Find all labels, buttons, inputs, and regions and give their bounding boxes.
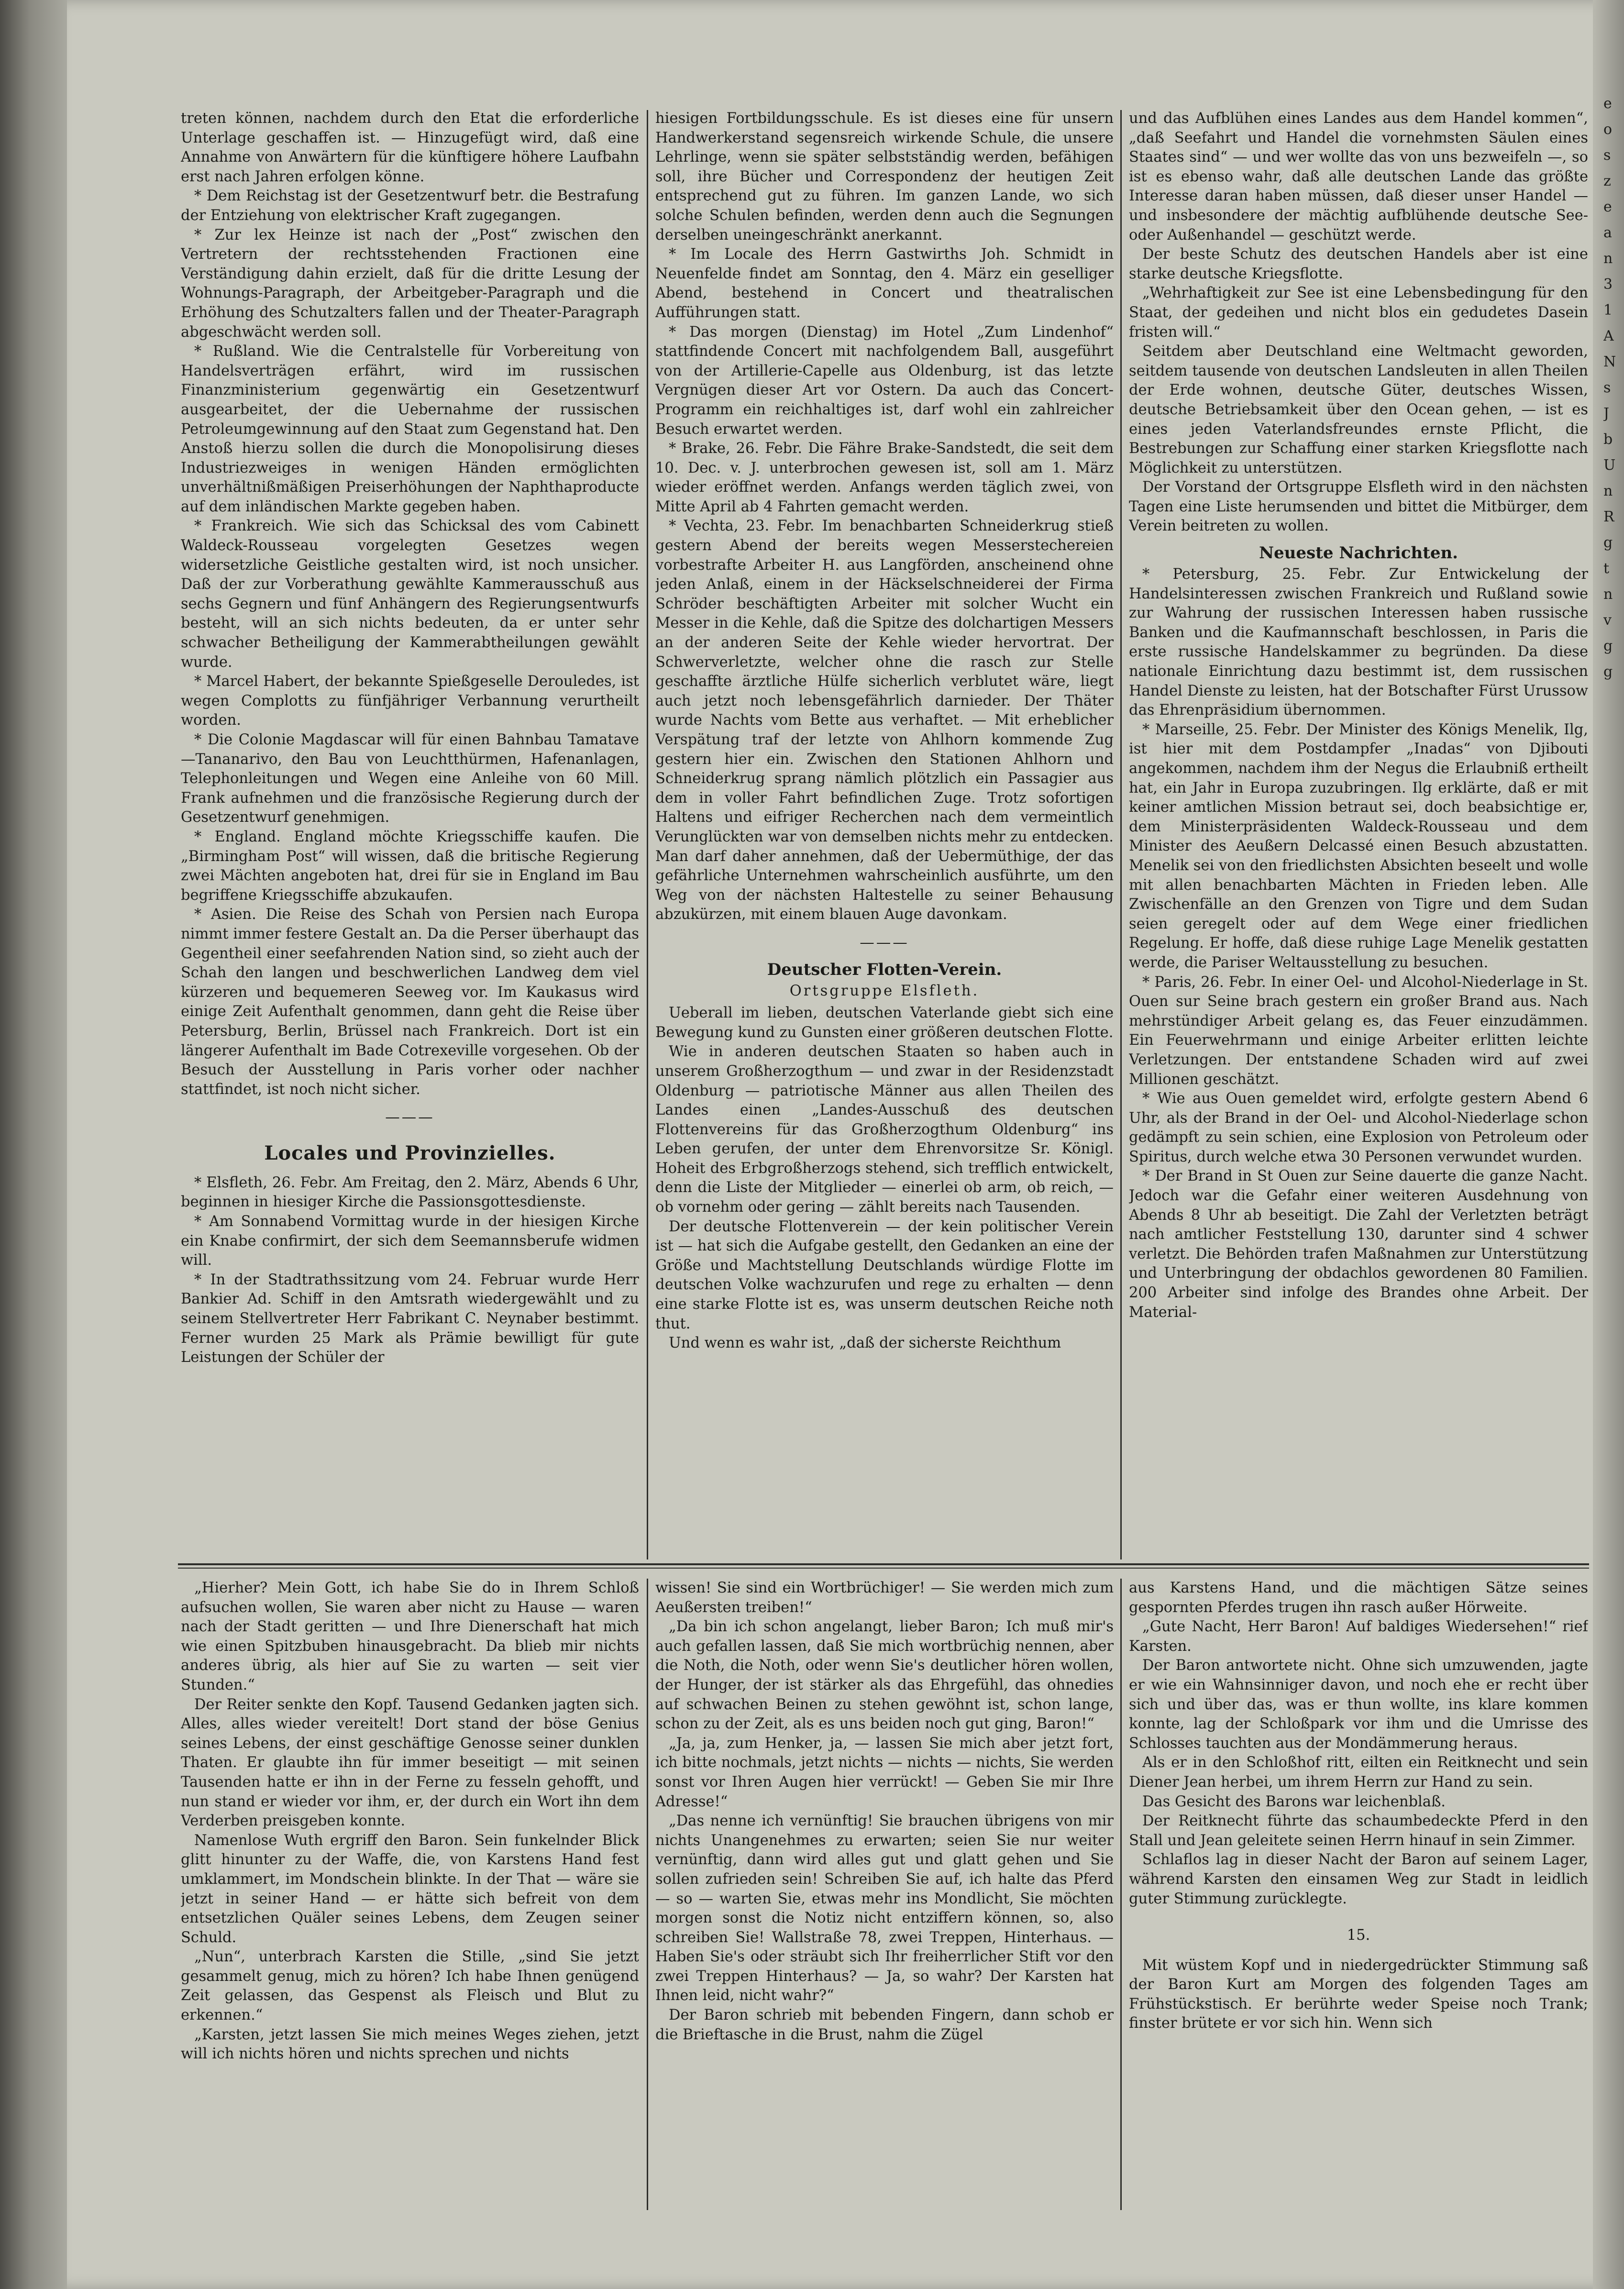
section-heading-flottenverein: Deutscher Flotten-Verein. xyxy=(767,960,1002,979)
edge-char: R xyxy=(1603,509,1614,525)
article-paragraph: und das Aufblühen eines Landes aus dem Handel kommen“, „daß Seefahrt und Handel die vornehmsten Säulen eines Staates sind“ — und wer wollte das von uns bezweifeln —, so ist es ebenso wahr, daß alle deutschen Lande das größte Interesse daran haben müssen, daß dieser unser Handel — und insbesondere der mächtig aufblühende deutsche See- oder Außenhandel — geschützt werde. xyxy=(1129,110,1588,243)
story-paragraph: „Ja, ja, zum Henker, ja, — lassen Sie mich aber jetzt fort, ich bitte nochmals, jetzt nichts — nichts — nichts, Sie werden sonst vor Ihren Augen hier verrückt! — Geben Sie mir Ihre Adresse!“ xyxy=(655,1735,1114,1810)
article-paragraph: Und wenn es wahr ist, „daß der sicherste Reichthum xyxy=(669,1335,1061,1352)
article-paragraph: * Petersburg, 25. Febr. Zur Entwickelung der Handelsinteressen zwischen Frankreich und Rußland sowie zur Wahrung der russischen Interessen haben russische Banken und die Kaufmannschaft beschlossen, in Paris die erste russische Handelskammer zu begründen. Da diese nationale Einrichtung dazu bestimmt ist, dem russischen Handel Dienste zu leisten, hat der Botschafter Fürst Urussow das Ehrenpräsidium übernommen. xyxy=(1129,566,1588,719)
story-paragraph: Als er in den Schloßhof ritt, eilten ein Reitknecht und sein Diener Jean herbei, um ihrem Herrn zur Hand zu sein. xyxy=(1129,1754,1588,1791)
story-paragraph: „Gute Nacht, Herr Baron! Auf baldiges Wiedersehen!“ rief Karsten. xyxy=(1129,1618,1588,1655)
column-politics xyxy=(181,109,639,1559)
story-paragraph: aus Karstens Hand, und die mächtigen Sätze seines gespornten Pferdes trugen ihn rasch außer Hörweite. xyxy=(1129,1580,1588,1616)
story-paragraph: Namenlose Wuth ergriff den Baron. Sein funkelnder Blick glitt hinunter zu der Waffe, die, von Karstens Hand fest umklammert, im Mondschein blinkte. In der That — wäre sie jetzt in seiner Hand — er hätte sich befreit von dem entsetzlichen Quäler seines Lebens, dem Zeugen seiner Schuld. xyxy=(181,1832,639,1946)
feuilleton-column-1 xyxy=(181,1579,639,2210)
section-subheading: Ortsgruppe Elsfleth. xyxy=(789,982,980,999)
article-paragraph: * Rußland. Wie die Centralstelle für Vorbereitung von Handelsverträgen erfährt, wird im russischen Finanzministerium gegenwärtig ein Gesetzentwurf ausgearbeitet, der die Uebernahme der russischen Petroleumgewinnung auf den Staat zum Gegenstand hat. Den Anstoß hierzu sollen die durch die Monopolisirung dieses Industriezweiges in wenigen Händen ermöglichten unverhältnißmäßigen Preiserhöhungen der Naphthaproducte auf dem inländischen Markte gegeben haben. xyxy=(181,343,639,515)
edge-char: b xyxy=(1603,431,1613,448)
article-paragraph: treten können, nachdem durch den Etat die erforderliche Unterlage geschaffen ist. — Hinzugefügt wird, daß eine Annahme von Anwärtern für die künftigere höhere Laufbahn erst nach Jahren erfolgen könne. xyxy=(181,110,639,185)
story-paragraph: wissen! Sie sind ein Wortbrüchiger! — Sie werden mich zum Aeußersten treiben!“ xyxy=(655,1580,1114,1616)
story-paragraph: „Das nenne ich vernünftig! Sie brauchen übrigens von mir nichts Unangenehmes zu erwarten; seien Sie nur weiter vernünftig, dann wird alles gut und glatt gehen und Sie sollen zufrieden sein! Schreiben Sie auf, ich halte das Pferd — so — warten Sie, etwas mehr ins Mondlicht, Sie möchten morgen sonst die Notiz nicht entziffern können, so, also schreiben Sie! Wallstraße 78, zwei Treppen, Hinterhaus. — Haben Sie's oder sträubt sich Ihr freiherrlicher Stift vor den zwei Treppen Hinterhaus? — Ja, so wahr? Der Karsten hat Ihnen leid, nicht wahr?“ xyxy=(655,1813,1114,2004)
section-heading-locales: Locales und Provinzielles. xyxy=(264,1141,556,1164)
article-paragraph: Seitdem aber Deutschland eine Weltmacht geworden, seitdem tausende von deutschen Landsleuten in allen Theilen der Erde wohnen, deutsche Güter, deutsches Wissen, deutsche Betriebsamkeit über den Ocean gehen, — ist es eines jeden Vaterlandsfreundes ernste Pflicht, die Bestrebungen zur Schaffung einer starken Kriegsflotte nach Möglichkeit zu unterstützen. xyxy=(1129,343,1588,476)
story-paragraph: Mit wüstem Kopf und in niedergedrückter Stimmung saß der Baron Kurt am Morgen des folgenden Tages am Frühstückstisch. Er berührte weder Speise noch Trank; finster brütete er vor sich hin. Wenn sich xyxy=(1129,1957,1588,2032)
story-paragraph: Schlaflos lag in dieser Nacht der Baron auf seinem Lager, während Karsten den einsamen Weg zur Stadt in leidlich guter Stimmung zurücklegte. xyxy=(1129,1851,1588,1907)
article-paragraph: Der deutsche Flottenverein — der kein politischer Verein ist — hat sich die Aufgabe gestellt, den Gedanken an eine der Größe und Machtstellung Deutschlands würdige Flotte im deutschen Volke wachzurufen und rege zu erhalten — denn eine starke Flotte ist es, was unserm deutschen Reiche noth thut. xyxy=(655,1218,1114,1332)
adjacent-page-fragments xyxy=(1603,91,1623,685)
article-paragraph: * Marcel Habert, der bekannte Spießgeselle Derouledes, ist wegen Complotts zu fünfjähriger Verbannung verurtheilt worden. xyxy=(181,673,639,729)
edge-char: N xyxy=(1603,354,1616,370)
story-paragraph: „Hierher? Mein Gott, ich habe Sie do in Ihrem Schloß aufsuchen wollen, Sie waren aber nicht zu Hause — waren nach der Stadt geritten — und Ihre Dienerschaft hat mich wie einen Spitzbuben hinausgebracht. Da blieb mir nichts anderes übrig, als hier auf Sie zu warten — seit vier Stunden.“ xyxy=(181,1580,639,1693)
section-separator: ——— xyxy=(385,1109,435,1126)
article-paragraph: * Brake, 26. Febr. Die Fähre Brake-Sandstedt, die seit dem 10. Dec. v. J. unterbrochen gewesen ist, soll am 1. März wieder eröffnet werden. Anfangs werden täglich zwei, von Mitte April ab 4 Fahrten gemacht werden. xyxy=(655,440,1114,515)
story-paragraph: Der Reitknecht führte das schaumbedeckte Pferd in den Stall und Jean geleitete seinen Herrn hinauf in sein Zimmer. xyxy=(1129,1813,1588,1849)
feuilleton-rule xyxy=(178,1563,1589,1565)
edge-char: z xyxy=(1603,173,1611,189)
article-paragraph: Ueberall im lieben, deutschen Vaterlande giebt sich eine Bewegung kund zu Gunsten einer größeren deutschen Flotte. xyxy=(655,1005,1114,1041)
column-rule xyxy=(647,1579,648,2210)
article-paragraph: * Am Sonnabend Vormittag wurde in der hiesigen Kirche ein Knabe confirmirt, der sich dem Seemannsberufe widmen will. xyxy=(181,1213,639,1269)
story-paragraph: Der Reiter senkte den Kopf. Tausend Gedanken jagten sich. Alles, alles wieder vereitelt! Dort stand der böse Genius seines Lebens, der einst geschäftige Genosse seiner dunklen Thaten. Er glaubte ihn für immer beseitigt — mit seinen Tausenden hatte er ihn in der Ferne zu fesseln gehofft, und nun stand er wieder vor ihm, er, der durch ein Wort ihn dem Verderben preisgeben konnte. xyxy=(181,1696,639,1830)
article-paragraph: Wie in anderen deutschen Staaten so haben auch in unserem Großherzogthum — und zwar in der Residenzstadt Oldenburg — patriotische Männer aus allen Theilen des Landes einen „Landes-Ausschuß des deutschen Flottenvereins für das Großherzogthum Oldenburg“ ins Leben gerufen, der unter dem Ehrenvorsitze Sr. Königl. Hoheit des Erbgroßherzogs stehend, sich trefflich entwickelt, denn die Liste der Mitglieder — einerlei ob arm, ob reich, — ob vornehm oder gering — zählt bereits nach Tausenden. xyxy=(655,1043,1114,1216)
story-paragraph: Der Baron schrieb mit bebenden Fingern, dann schob er die Brieftasche in die Brust, nahm die Zügel xyxy=(655,2007,1114,2043)
feuilleton-rule xyxy=(178,1568,1589,1569)
article-paragraph: * Marseille, 25. Febr. Der Minister des Königs Menelik, Ilg, ist hier mit dem Postdampfer „Inadas“ von Djibouti angekommen, nachdem ihm der Negus die Erlaubniß ertheilt hat, ein Jahr in Europa zuzubringen. Ilg erklärte, daß er mit keiner amtlichen Mission betraut sei, doch beabsichtige er, dem Ministerpräsidenten Waldeck-Rousseau und dem Minister des Aeußern Delcassé einen Besuch abzustatten. Menelik sei von den friedlichsten Absichten beseelt und wolle mit allen benachbarten Mächten in Frieden leben. Alle Zwischenfälle an den Grenzen von Tigre und dem Sudan seien geregelt oder auf dem Wege einer friedlichen Regelung. Er hoffe, daß diese ruhige Lage Menelik gestatten werde, die Pariser Weltausstellung zu besuchen. xyxy=(1129,721,1588,971)
story-paragraph: „Karsten, jetzt lassen Sie mich meines Weges ziehen, jetzt will ich nichts hören und nichts sprechen und nichts xyxy=(181,2026,639,2063)
article-paragraph: * Das morgen (Dienstag) im Hotel „Zum Lindenhof“ stattfindende Concert mit nachfolgendem Ball, ausgeführt von der Artillerie-Capelle aus Oldenburg, ist das letzte Vergnügen dieser Art vor Ostern. Da auch das Concert-Programm ein reichhaltiges ist, darf wohl ein zahlreicher Besuch erwartet werden. xyxy=(655,323,1114,438)
article-paragraph: * Dem Reichstag ist der Gesetzentwurf betr. die Bestrafung der Entziehung von elektrischer Kraft zugegangen. xyxy=(181,188,639,224)
article-paragraph: * Elsfleth, 26. Febr. Am Freitag, den 2. März, Abends 6 Uhr, beginnen in hiesiger Kirche die Passionsgottesdienste. xyxy=(181,1174,639,1211)
story-paragraph: „Da bin ich schon angelangt, lieber Baron; Ich muß mir's auch gefallen lassen, daß Sie mich wortbrüchig nennen, aber die Noth, die Noth, oder wenn Sie's deutlicher hören wollen, der Hunger, der ist stärker als das Ehrgefühl, das ohnedies auf schwachen Beinen zu stehen gewöhnt ist, schon lange, schon zu der Zeit, als es uns beiden noch gut ging, Baron!“ xyxy=(655,1618,1114,1733)
column-rule xyxy=(1120,110,1122,1559)
edge-char: a xyxy=(1603,224,1612,241)
edge-char: e xyxy=(1603,95,1612,112)
edge-char: n xyxy=(1603,586,1613,603)
edge-char: s xyxy=(1603,379,1611,396)
edge-char: g xyxy=(1603,663,1613,680)
article-paragraph: hiesigen Fortbildungsschule. Es ist dieses eine für unsern Handwerkerstand segensreich wirkende Schule, die unsere Lehrlinge, wenn sie später selbstständig werden, befähigen soll, ihre Bücher und Correspondenz der heutigen Zeit entsprechend gut zu führen. Im ganzen Lande, wo sich solche Schulen befinden, werden denn auch die Segnungen derselben uneingeschränkt anerkannt. xyxy=(655,110,1114,243)
column-local-news xyxy=(655,109,1114,1559)
edge-char: n xyxy=(1603,250,1613,267)
edge-char: e xyxy=(1603,199,1612,215)
feuilleton-column-3 xyxy=(1129,1579,1588,2210)
edge-char: J xyxy=(1603,405,1610,422)
story-paragraph: Das Gesicht des Barons war leichenblaß. xyxy=(1142,1793,1446,1810)
column-latest-news xyxy=(1129,109,1588,1559)
edge-char: A xyxy=(1603,328,1614,344)
feuilleton-column-2 xyxy=(655,1579,1114,2210)
chapter-number: 15. xyxy=(1347,1927,1370,1944)
edge-char: s xyxy=(1603,147,1611,164)
edge-char: 3 xyxy=(1603,276,1613,293)
article-paragraph: * England. England möchte Kriegsschiffe kaufen. Die „Birmingham Post“ will wissen, daß die britische Regierung zwei Mächten angeboten hat, drei für sie in England im Bau begriffene Kriegsschiffe abzukaufen. xyxy=(181,828,639,904)
article-paragraph: * In der Stadtrathssitzung vom 24. Februar wurde Herr Bankier Ad. Schiff in den Amtsrath wiedergewählt und zu seinem Stellvertreter Herr Fabrikant C. Neynaber bestimmt. Ferner wurden 25 Mark als Prämie bewilligt für gute Leistungen der Schüler der xyxy=(181,1271,639,1366)
section-heading-neueste-nachrichten: Neueste Nachrichten. xyxy=(1259,543,1458,563)
book-binding xyxy=(0,0,67,2289)
article-paragraph: * Im Locale des Herrn Gastwirths Joh. Schmidt in Neuenfelde findet am Sonntag, den 4. März ein geselliger Abend, bestehend in Concert und theatralischen Aufführungen statt. xyxy=(655,246,1114,321)
story-paragraph: „Nun“, unterbrach Karsten die Stille, „sind Sie jetzt gesammelt genug, mich zu hören? Ich habe Ihnen genügend Zeit gelassen, das Gespenst als Fleisch und Blut zu erkennen.“ xyxy=(181,1948,639,2024)
article-paragraph: * Die Colonie Magdascar will für einen Bahnbau Tamatave—Tananarivo, den Bau von Leuchtthürmen, Hafenanlagen, Telephonleitungen und Wegen eine Anleihe von 60 Mill. Frank aufnehmen und die französische Regierung durch der Gesetzentwurf genehmigen. xyxy=(181,731,639,826)
article-paragraph: * Der Brand in St Ouen zur Seine dauerte die ganze Nacht. Jedoch war die Gefahr einer weiteren Ausdehnung von Abends 8 Uhr ab beseitigt. Die Zahl der Verletzten beträgt nach amtlicher Feststellung 130, darunter sind 4 schwer verletzt. Die Behörden trafen Maßnahmen zur Unterstützung und Unterbringung der obdachlos gewordenen 80 Familien. 200 Arbeiter sind infolge des Brandes ohne Arbeit. Der Material- xyxy=(1129,1168,1588,1321)
article-paragraph: Der Vorstand der Ortsgruppe Elsfleth wird in den nächsten Tagen eine Liste herumsenden und bittet die Mitbürger, dem Verein beitreten zu wollen. xyxy=(1129,479,1588,535)
article-paragraph: Der beste Schutz des deutschen Handels aber ist eine starke deutsche Kriegsflotte. xyxy=(1129,246,1588,282)
edge-char: g xyxy=(1603,534,1613,551)
edge-char: t xyxy=(1603,560,1610,577)
article-paragraph: * Paris, 26. Febr. In einer Oel- und Alcohol-Niederlage in St. Ouen sur Seine brach gestern ein großer Brand aus. Nach mehrstündiger Arbeit gelang es, das Feuer einzudämmen. Ein Feuerwehrmann und einige Arbeiter erlitten leichte Verletzungen. Der entstandene Schaden wird auf zwei Millionen geschätzt. xyxy=(1129,973,1588,1088)
article-paragraph: „Wehrhaftigkeit zur See ist eine Lebensbedingung für den Staat, der gedeihen und nicht blos ein gedudetes Dasein fristen will.“ xyxy=(1129,285,1588,341)
edge-char: g xyxy=(1603,638,1613,654)
article-paragraph: * Vechta, 23. Febr. Im benachbarten Schneiderkrug stieß gestern Abend der bereits wegen Messerstechereien vorbestrafte Arbeiter H. aus Langförden, anscheinend ohne jeden Anlaß, einem in der Häckselschneiderei der Firma Schröder beschäftigten Arbeiter mit solcher Wucht ein Messer in die Kehle, daß die Spitze des dolchartigen Messers an der anderen Seite der Kehle wieder hervortrat. Der Schwerverletzte, welcher ohne die rasch zur Stelle geschaffte ärztliche Hülfe sicherlich verblutet wäre, liegt auch jetzt noch lebensgefährlich darnieder. Der Thäter wurde Nachts vom Bette aus verhaftet. — Mit erheblicher Verspätung traf der letzte von Ahlhorn kommende Zug gestern hier ein. Zwischen den Stationen Ahlhorn und Schneiderkrug sprang nämlich plötzlich ein Passagier aus dem in voller Fahrt befindlichen Zuge. Trotz sofortigen Haltens und eifriger Recherchen nach dem vermeintlich Verunglückten war von demselben nichts mehr zu entdecken. Man darf daher annehmen, daß der Uebermüthige, der das gefährliche Unternehmen wahrscheinlich ausführte, um den Weg von der nächsten Haltestelle zu seiner Behausung abzukürzen, mit einem blauen Auge davonkam. xyxy=(655,518,1114,923)
section-separator: ——— xyxy=(860,934,909,951)
column-rule xyxy=(1120,1579,1122,2210)
article-paragraph: * Asien. Die Reise des Schah von Persien nach Europa nimmt immer festere Gestalt an. Da die Perser überhaupt das Gegentheil einer seefahrenden Nation sind, so zieht auch der Schah den langen und beschwerlichen Landweg dem viel kürzeren und bequemeren Seeweg vor. Im Kaukasus wird einige Zeit Aufenthalt genommen, dann geht die Reise über Petersburg, Berlin, Brüssel nach Frankreich. Dort ist ein längerer Aufenthalt im Bade Cotrexeville vorgesehen. Ob der Besuch der Ausstellung in Paris vorher oder nachher stattfindet, ist noch nicht sicher. xyxy=(181,906,639,1098)
edge-char: o xyxy=(1603,121,1613,138)
edge-char: v xyxy=(1603,612,1612,629)
edge-char: U xyxy=(1603,457,1616,474)
column-rule xyxy=(647,110,648,1559)
story-paragraph: Der Baron antwortete nicht. Ohne sich umzuwenden, jagte er wie ein Wahnsinniger davon, und noch ehe er recht über sich und über das, was er thun wollte, ins klare kommen konnte, lag der Schloßpark vor ihm und die Umrisse des Schlosses tauchten aus der Mondämmerung heraus. xyxy=(1129,1657,1588,1752)
edge-char: n xyxy=(1603,483,1613,499)
edge-char: 1 xyxy=(1603,302,1613,319)
article-paragraph: * Zur lex Heinze ist nach der „Post“ zwischen den Vertretern der rechtsstehenden Fractionen eine Verständigung dahin erzielt, daß für die dritte Lesung der Wohnungs-Paragraph, der Arbeitgeber-Paragraph und die Erhöhung des Schutzalters fallen und der Theater-Paragraph abgeschwächt werden soll. xyxy=(181,226,639,341)
article-paragraph: * Frankreich. Wie sich das Schicksal des vom Cabinett Waldeck-Rousseau vorgelegten Gesetzes wegen widersetzliche Geistliche gestalten wird, ist noch unsicher. Daß der zur Vorberathung gewählte Kammerausschuß aus sechs Gegnern und fünf Anhängern des Regierungsentwurfs besteht, will an sich nichts bedeuten, da er unter sehr schwacher Betheiligung der Kammerabtheilungen gewählt wurde. xyxy=(181,518,639,671)
article-paragraph: * Wie aus Ouen gemeldet wird, erfolgte gestern Abend 6 Uhr, als der Brand in der Oel- und Alcohol-Niederlage schon gedämpft zu sein schien, eine Explosion von Petroleum oder Spiritus, durch welche etwa 30 Personen verwundet wurden. xyxy=(1129,1090,1588,1165)
